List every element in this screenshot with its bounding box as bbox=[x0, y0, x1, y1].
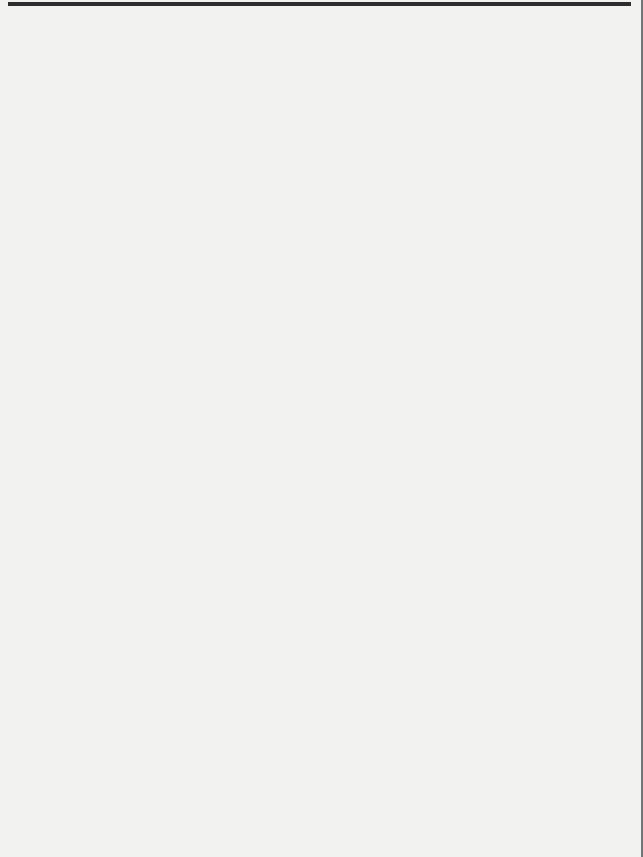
configuration-table bbox=[8, 2, 631, 6]
